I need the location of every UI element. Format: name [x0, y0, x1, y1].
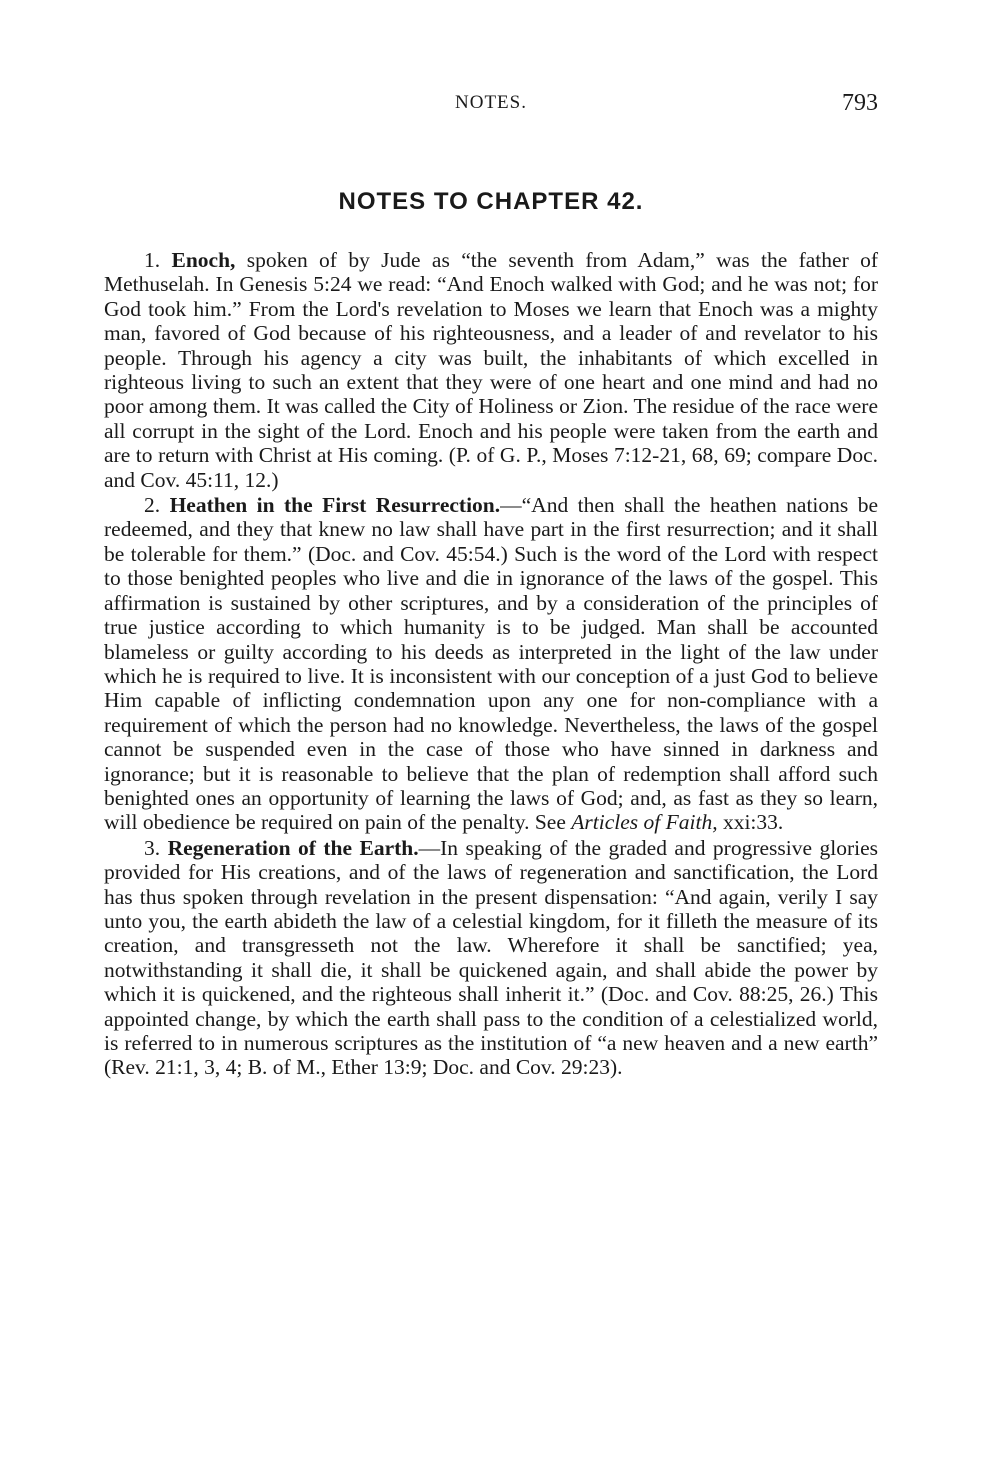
- running-head: [104, 92, 878, 120]
- note-title: Regeneration of the Earth.: [167, 835, 419, 860]
- note-3: [104, 836, 878, 1080]
- chapter-heading: NOTES TO CHAPTER 42.: [338, 188, 644, 215]
- note-number: 1.: [144, 248, 161, 272]
- note-italic-reference: Articles of Faith,: [571, 810, 718, 835]
- note-number: 2.: [144, 493, 161, 518]
- note-text-tail: xxi:33.: [717, 810, 784, 835]
- note-title: Enoch,: [171, 248, 236, 272]
- notes-body: [104, 248, 878, 1080]
- note-text: spoken of by Jude as “the seventh from Adam,” was the father of Methuselah. In Genesis 5:24 we read: “And Enoch walked with God; and he was not; for God took him.” From the Lord's revelation to Moses we learn that Enoch was a mighty man, favored of God because of his righteousness, and a leader of and revelator to his people. Through his agency a city was built, the inhabitants of which excelled in righteous living to such an extent that they were of one heart and one mind and had no poor among them. It was called the City of Holiness or Zion. The residue of the race were all corrupt in the sight of the Lord. Enoch and his people were taken from the earth and are to return with Christ at His coming. (P. of G. P., Moses 7:12-21, 68, 69; compare Doc. and Cov. 45:11, 12.): [104, 248, 878, 492]
- note-text: —“And then shall the heathen nations be redeemed, and they that knew no law shall have part in the first resurrection; and it shall be tolerable for them.” (Doc. and Cov. 45:54.) Such is the word of the Lord with respect to those benighted peoples who live and die in ignorance of the laws of the gospel. This affirmation is sustained by other scriptures, and by a consideration of the principles of true justice according to which humanity is to be judged. Man shall be accounted blameless or guilty according to his deeds as interpreted in the light of the law under which he is required to live. It is inconsistent with our conception of a just God to believe Him capable of inflicting condemnation upon any one for non-compliance with a requirement of which the person had no knowledge. Nevertheless, the laws of the gospel cannot be suspended even in the case of those who have sinned in darkness and ignorance; but it is reasonable to believe that the plan of redemption shall afford such benighted ones an opportunity of learning the laws of God; and, as fast as they so learn, will obedience be required on pain of the penalty. See: [104, 493, 878, 835]
- note-number: 3.: [144, 835, 161, 860]
- note-1: [104, 248, 878, 492]
- running-title: NOTES.: [455, 92, 527, 113]
- note-text: —In speaking of the graded and progressive glories provided for His creations, and of the laws of regeneration and sanctification, the Lord has thus spoken through revelation in the present dispensation: “And again, verily I say unto you, the earth abideth the law of a celestial kingdom, for it filleth the measure of its creation, and transgresseth not the law. Wherefore it shall be sanctified; yea, notwithstanding it shall die, it shall be quickened again, and shall abide the power by which it is quickened, and the righteous shall inherit it.” (Doc. and Cov. 88:25, 26.) This appointed change, by which the earth shall pass to the condition of a celestialized world, is referred to in numerous scriptures as the institution of “a new heaven and a new earth” (Rev. 21:1, 3, 4; B. of M., Ether 13:9; Doc. and Cov. 29:23).: [104, 835, 878, 1080]
- note-2: [104, 493, 878, 835]
- page-number: 793: [842, 90, 878, 116]
- note-title: Heathen in the First Resurrection.: [169, 493, 501, 518]
